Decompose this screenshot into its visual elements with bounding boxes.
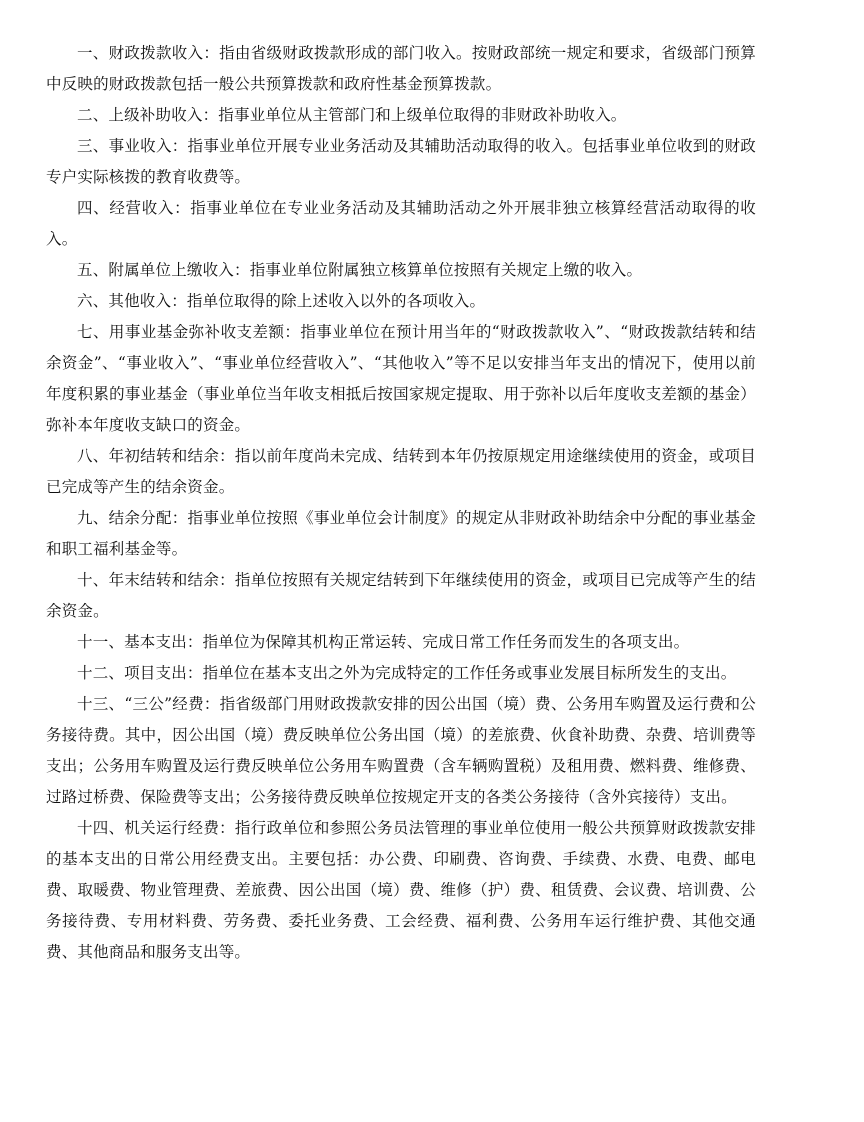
paragraph-surplus-distribution: 九、结余分配：指事业单位按照《事业单位会计制度》的规定从非财政补助结余中分配的事业基金和职工福利基金等。 [46,509,756,558]
paragraph-closing-carryover: 十、年末结转和结余：指单位按照有关规定结转到下年继续使用的资金，或项目已完成等产生的结余资金。 [46,571,756,620]
paragraph-basic-expenditure: 十一、基本支出：指单位为保障其机构正常运转、完成日常工作任务而发生的各项支出。 [77,633,690,651]
paragraph-superior-subsidy-income: 二、上级补助收入：指事业单位从主管部门和上级单位取得的非财政补助收入。 [77,106,627,124]
paragraph-business-income: 三、事业收入：指事业单位开展专业业务活动及其辅助活动取得的收入。包括事业单位收到的财政专户实际核拨的教育收费等。 [46,137,756,186]
paragraph-other-income: 六、其他收入：指单位取得的除上述收入以外的各项收入。 [77,292,486,310]
paragraph-business-fund-offset: 七、用事业基金弥补收支差额：指事业单位在预计用当年的“财政拨款收入”、“财政拨款结转和结余资金”、“事业收入”、“事业单位经营收入”、“其他收入”等不足以安排当年支出的情况下，使用以前年度积累的事业基金（事业单位当年收支相抵后按国家规定提取、用于弥补以后年度收支差额的基金）弥补本年度收支缺口的资金。 [46,323,756,434]
document-body [46,38,756,968]
paragraph-operating-expenses: 十四、机关运行经费：指行政单位和参照公务员法管理的事业单位使用一般公共预算财政拨款安排的基本支出的日常公用经费支出。主要包括：办公费、印刷费、咨询费、手续费、水费、电费、邮电费、取暖费、物业管理费、差旅费、因公出国（境）费、维修（护）费、租赁费、会议费、培训费、公务接待费、专用材料费、劳务费、委托业务费、工会经费、福利费、公务用车运行维护费、其他交通费、其他商品和服务支出等。 [46,819,756,961]
paragraph-project-expenditure: 十二、项目支出：指单位在基本支出之外为完成特定的工作任务或事业发展目标所发生的支出。 [77,664,737,682]
paragraph-affiliated-unit-income: 五、附属单位上缴收入：指事业单位附属独立核算单位按照有关规定上缴的收入。 [77,261,643,279]
paragraph-opening-carryover: 八、年初结转和结余：指以前年度尚未完成、结转到本年仍按原规定用途继续使用的资金，或项目已完成等产生的结余资金。 [46,447,756,496]
paragraph-fiscal-appropriation-income: 一、财政拨款收入：指由省级财政拨款形成的部门收入。按财政部统一规定和要求，省级部门预算中反映的财政拨款包括一般公共预算拨款和政府性基金预算拨款。 [46,44,756,93]
paragraph-operating-income: 四、经营收入：指事业单位在专业业务活动及其辅助活动之外开展非独立核算经营活动取得的收入。 [46,199,756,248]
paragraph-three-public-expenses: 十三、“三公”经费：指省级部门用财政拨款安排的因公出国（境）费、公务用车购置及运行费和公务接待费。其中，因公出国（境）费反映单位公务出国（境）的差旅费、伙食补助费、杂费、培训费等支出；公务用车购置及运行费反映单位公务用车购置费（含车辆购置税）及租用费、燃料费、维修费、过路过桥费、保险费等支出；公务接待费反映单位按规定开支的各类公务接待（含外宾接待）支出。 [46,695,756,806]
